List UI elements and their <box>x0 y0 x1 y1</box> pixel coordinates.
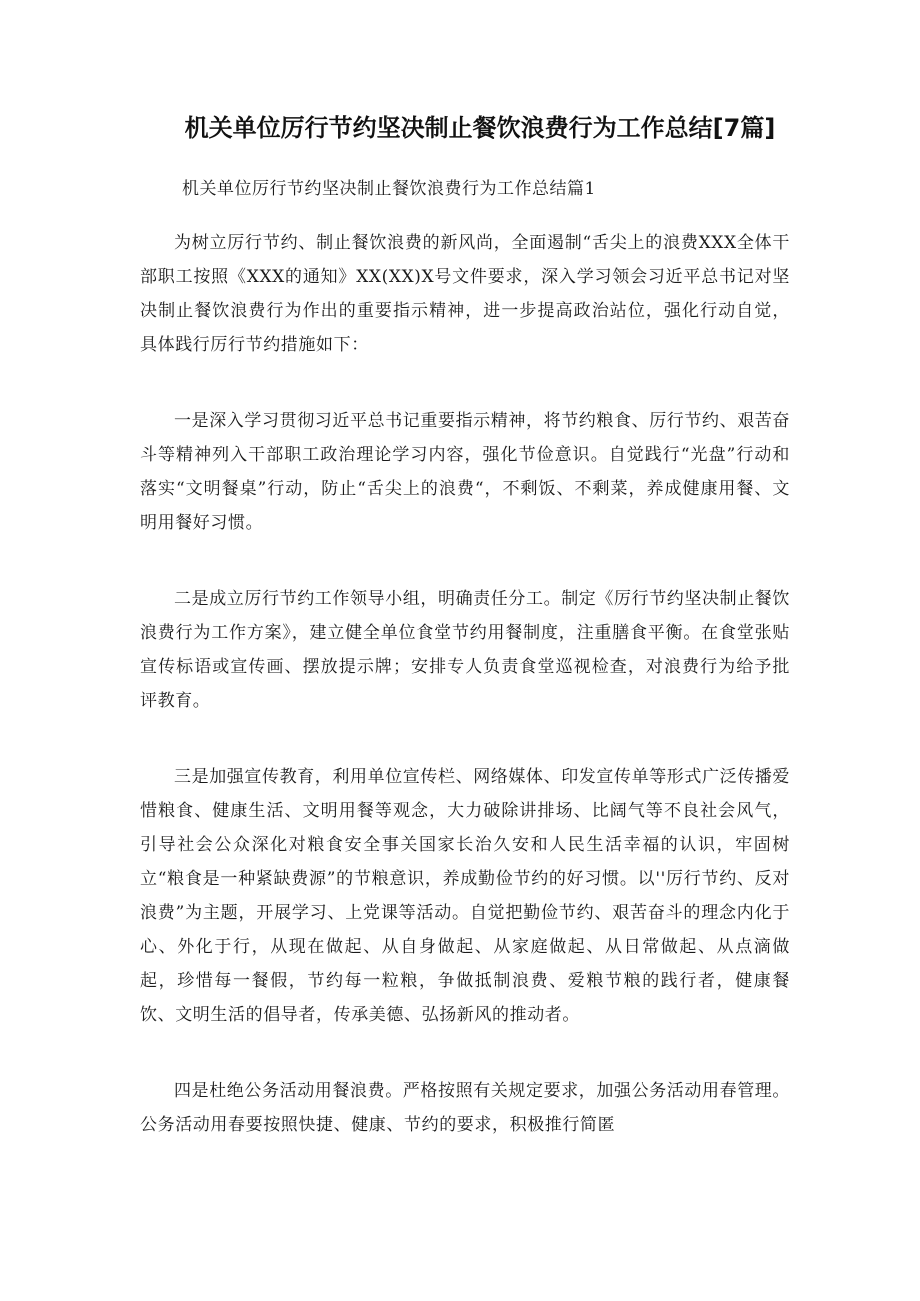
paragraph-measure-4: 四是杜绝公务活动用餐浪费。严格按照有关规定要求，加强公务活动用春管理。公务活动用春要按照快捷、健康、节约的要求，积极推行简匿 <box>140 1081 790 1135</box>
paragraph-intro: 为树立厉行节约、制止餐饮浪费的新风尚，全面遏制“舌尖上的浪费XXX全体干部职工按照《XXX的通知》XX(XX)X号文件要求，深入学习领会习近平总书记对坚决制止餐饮浪费行为作出的重要指示精神，进一步提高政治站位，强化行动自觉，具体践行厉行节约措施如下： <box>140 233 790 355</box>
paragraph-measure-1: 一是深入学习贯彻习近平总书记重要指示精神，将节约粮食、厉行节约、艰苦奋斗等精神列入干部职工政治理论学习内容，强化节俭意识。自觉践行“光盘”行动和落实“文明餐桌”行动，防止“舌尖上的浪费“，不剩饭、不剩菜，养成健康用餐、文明用餐好习惯。 <box>140 411 790 533</box>
section-heading: 机关单位厉行节约坚决制止餐饮浪费行为工作总结篇1 <box>182 179 596 199</box>
document-body <box>140 226 790 1184</box>
document-title: 机关单位厉行节约坚决制止餐饮浪费行为工作总结[7篇] <box>184 114 776 142</box>
paragraph-measure-3: 三是加强宣传教育，利用单位宣传栏、网络媒体、印发宣传单等形式广泛传播爱惜粮食、健康生活、文明用餐等观念，大力破除讲排场、比阔气等不良社会风气，引导社会公众深化对粮食安全事关国家长治久安和人民生活幸福的认识，牢固树立“粮食是一种紧缺费源”的节粮意识，养成勤俭节约的好习惯。以''厉行节约、反对浪费”为主题，开展学习、上党课等活动。自觉把勤俭节约、艰苦奋斗的理念内化于心、外化于行，从现在做起、从自身做起、从家庭做起、从日常做起、从点滴做起，珍惜每一餐假，节约每一粒粮，争做抵制浪费、爱粮节粮的践行者，健康餐饮、文明生活的倡导者，传承美德、弘扬新风的推动者。 <box>140 767 790 1025</box>
paragraph-measure-2: 二是成立厉行节约工作领导小组，明确责任分工。制定《厉行节约坚决制止餐饮浪费行为工作方案》，建立健全单位食堂节约用餐制度，注重膳食平衡。在食堂张贴宣传标语或宣传画、摆放提示牌；安排专人负责食堂巡视检查，对浪费行为给予批评教育。 <box>140 589 790 711</box>
